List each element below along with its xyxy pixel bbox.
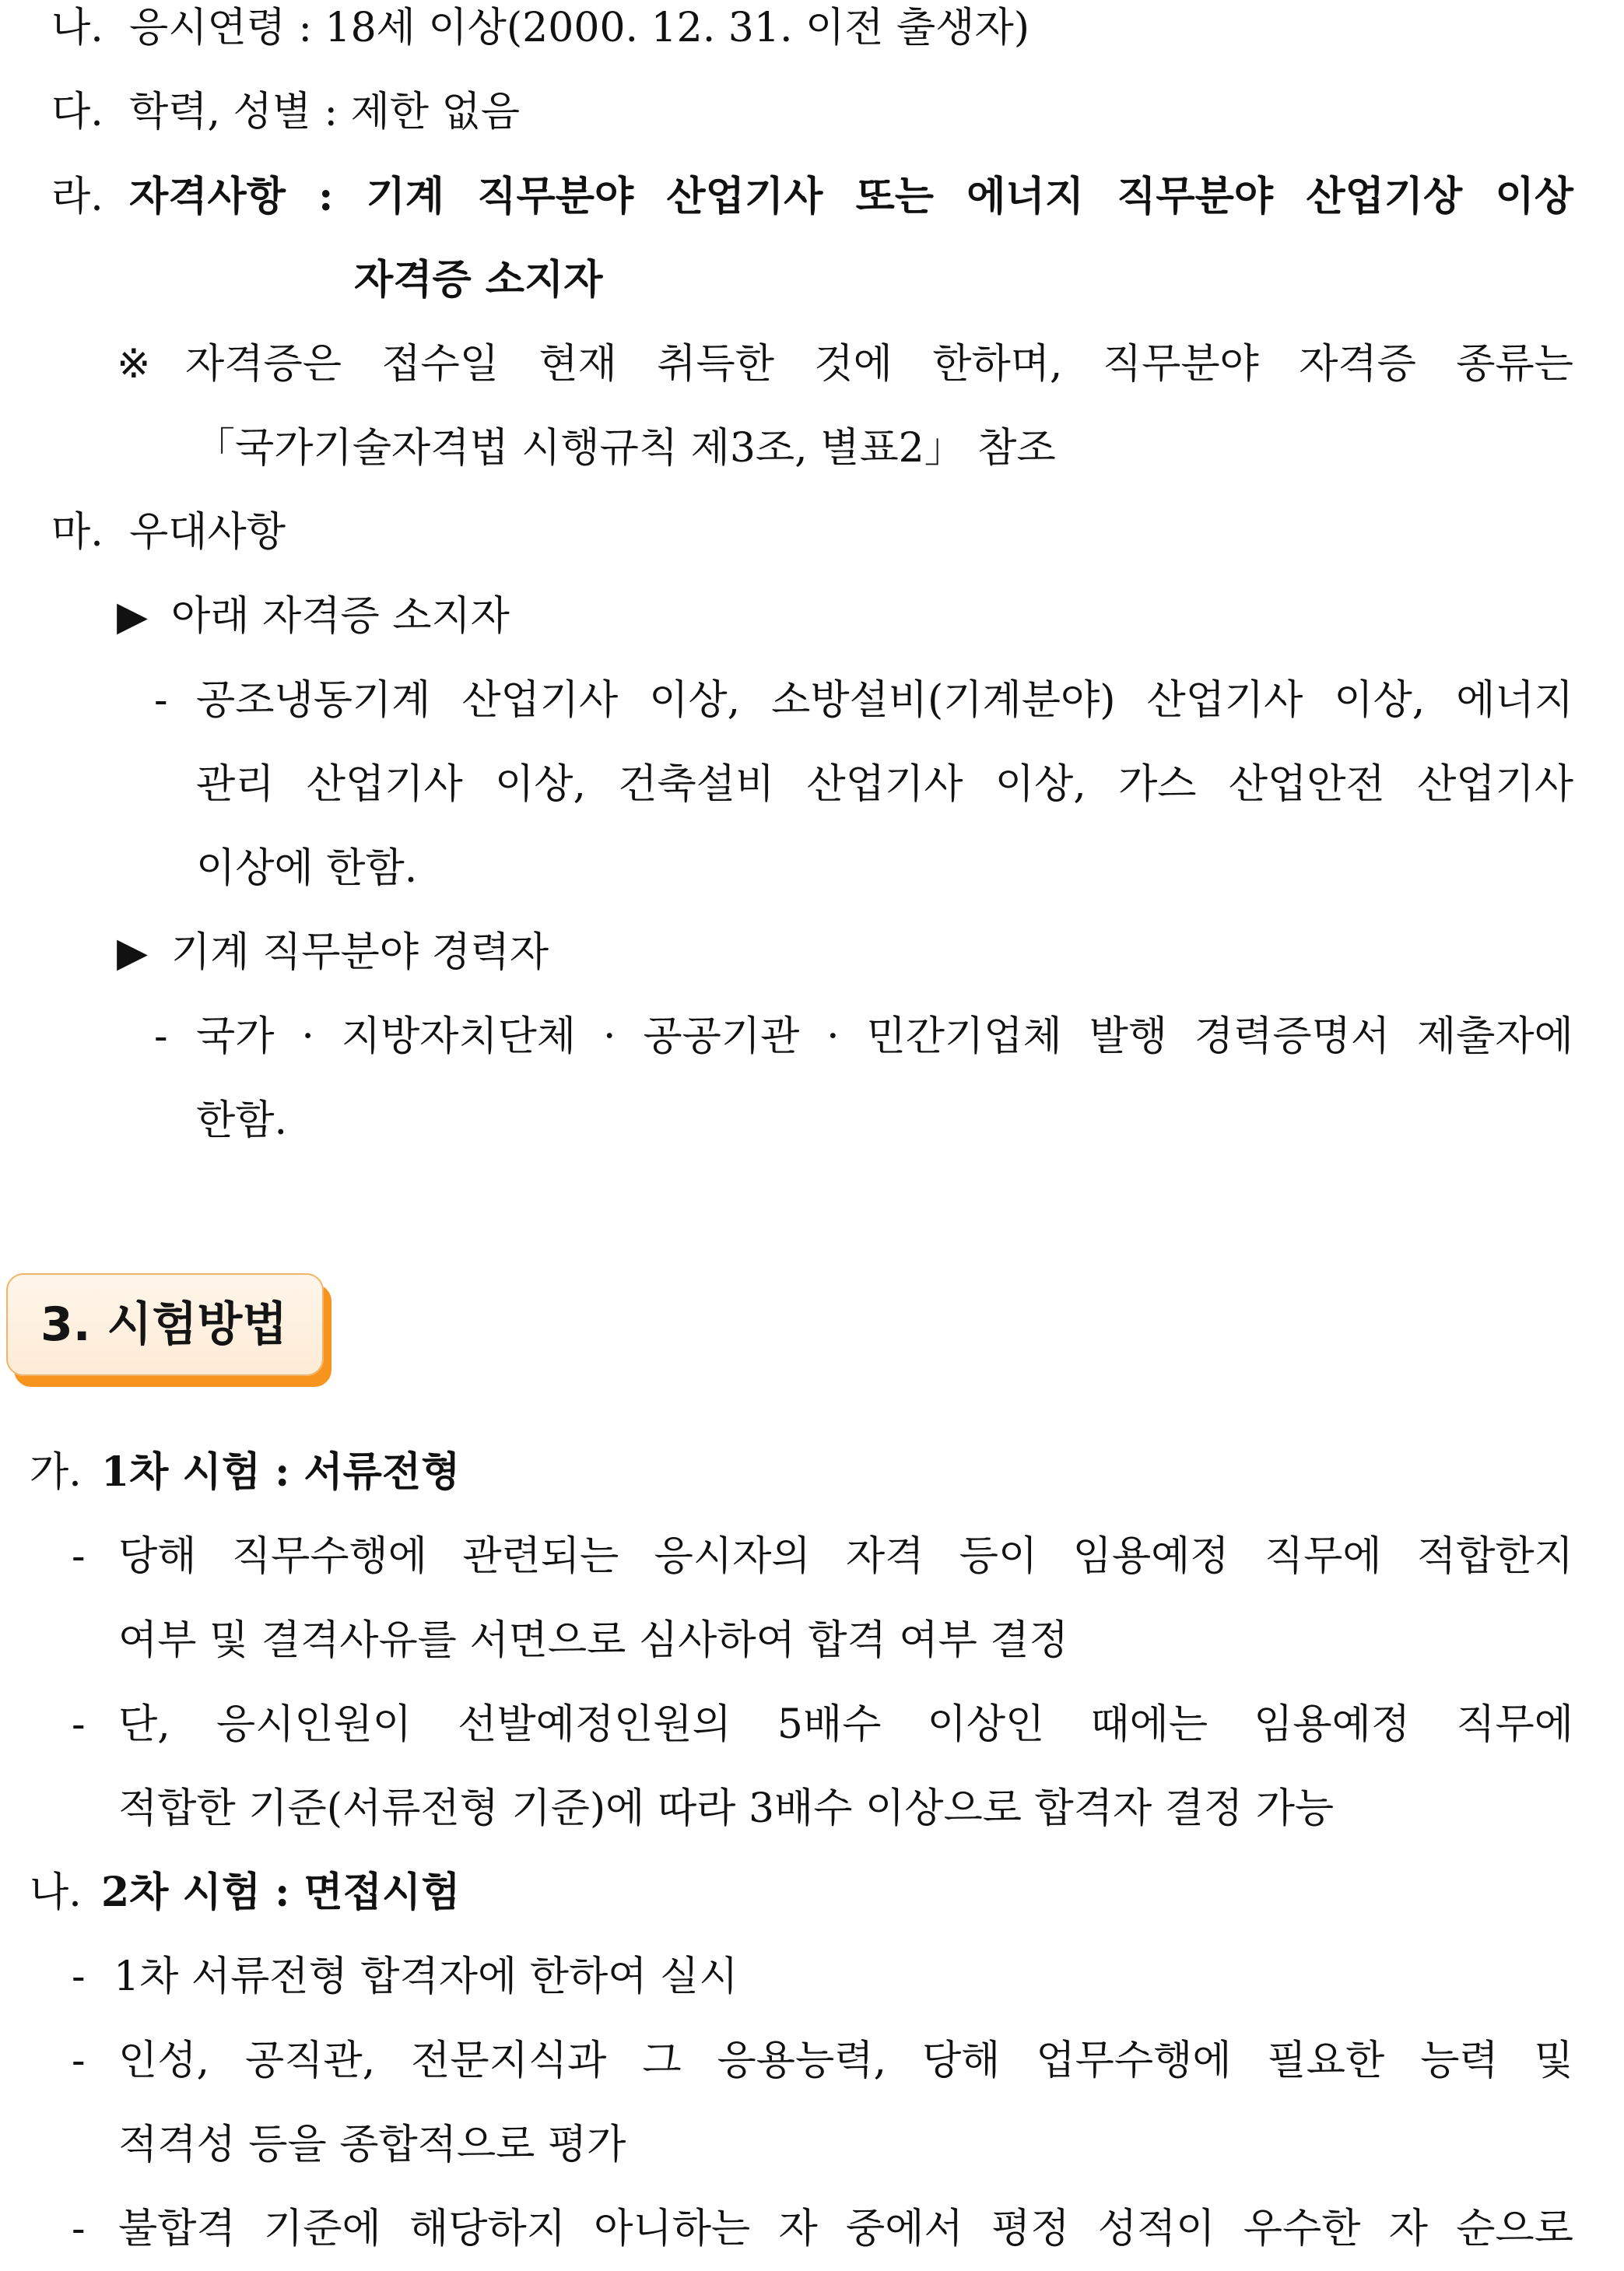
text-line [0,1430,1624,1515]
line-text: 1차 서류전형 합격자에 한하여 실시 [114,1953,738,2000]
line-text: 당해 직무수행에 관련되는 응시자의 자격 등이 임용예정 직무에 적합한지 [118,1533,1573,1580]
text-line [0,2103,1624,2187]
line-text: 자격증 소지자 [354,256,603,304]
line-marker: - [72,1953,86,2000]
text-line [0,155,1624,239]
line-text: 「국가기술자격법 시행규칙 제3조, 별표2」 참조 [195,425,1056,472]
line-text: 아래 자격증 소지자 [171,593,510,640]
line-text: 기계 직무분야 경력자 [171,929,549,976]
line-text: 국가 · 지방자치단체 · 공공기관 · 민간기업체 발행 경력증명서 제출자에 [196,1013,1573,1060]
text-line [0,1599,1624,1683]
text-line [0,490,1624,574]
line-text: 공조냉동기계 산업기사 이상, 소방설비(기계분야) 산업기사 이상, 에너지 [196,677,1573,724]
section-title: 3. 시험방법 [40,1297,288,1352]
line-marker: - [72,1533,86,1580]
text-line [0,1683,1624,1767]
text-line [0,2019,1624,2103]
line-text: 관리 산업기사 이상, 건축설비 산업기사 이상, 가스 산업안전 산업기사 [196,761,1573,808]
line-text: 우대사항 [129,509,286,556]
line-marker: - [72,2206,86,2252]
text-line [0,574,1624,658]
line-marker: 라. [51,174,103,220]
line-marker: 가. [30,1449,82,1496]
line-marker: ▶ [117,593,148,640]
text-line [0,742,1624,827]
line-marker: 나. [30,1869,82,1916]
line-text: 학력, 성별 : 제한 없음 [129,89,521,135]
text-line [0,322,1624,406]
line-marker: - [154,1013,168,1060]
line-text: 1차 시험 : 서류전형 [101,1448,461,1496]
line-marker: - [154,677,168,724]
text-line [0,1079,1624,1163]
section-header-box [6,1273,324,1376]
text-line [0,1851,1624,1935]
text-line [0,0,1624,70]
line-text: 적격성 등을 종합적으로 평가 [118,2122,626,2168]
line-text: 여부 및 결격사유를 서면으로 심사하여 합격 여부 결정 [118,1617,1068,1664]
text-line [0,1767,1624,1851]
line-text: 응시연령 : 18세 이상(2000. 12. 31. 이전 출생자) [129,5,1030,51]
line-marker: ▶ [117,929,148,976]
text-line [0,238,1624,322]
text-line [0,1935,1624,2019]
line-text: 적합한 기준(서류전형 기준)에 따라 3배수 이상으로 합격자 결정 가능 [118,1785,1335,1832]
line-text: 자격증은 접수일 현재 취득한 것에 한하며, 직무분야 자격증 종류는 [185,341,1573,388]
text-line [0,995,1624,1079]
line-text: 자격사항 : 기계 직무분야 산업기사 또는 에너지 직무분야 산업기상 이상 [129,173,1573,220]
line-text: 2차 시험 : 면접시험 [101,1869,461,1916]
line-text: 인성, 공직관, 전문지식과 그 응용능력, 당해 업무수행에 필요한 능력 및 [118,2038,1573,2084]
text-line [0,911,1624,995]
line-text: 단, 응시인원이 선발예정인원의 5배수 이상인 때에는 임용예정 직무에 [118,1701,1573,1748]
text-line [0,406,1624,490]
line-marker: - [72,1701,86,1748]
line-marker: 나. [51,5,103,51]
line-marker: 마. [51,509,103,556]
line-marker: 다. [51,89,103,135]
line-marker: ※ [117,341,151,388]
text-line [0,827,1624,911]
text-line [0,1515,1624,1599]
line-text: 불합격 기준에 해당하지 아니하는 자 중에서 평정 성적이 우수한 자 순으로 [118,2206,1573,2252]
line-marker: - [72,2038,86,2084]
line-text: 한함. [196,1097,287,1144]
line-text: 이상에 한함. [196,845,418,892]
text-line [0,658,1624,742]
text-line [0,70,1624,154]
text-line [0,2187,1624,2271]
